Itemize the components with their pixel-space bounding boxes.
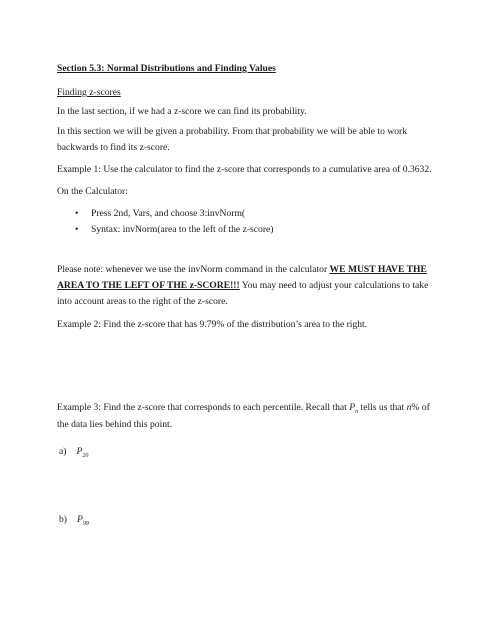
part-b-percentile: P bbox=[77, 514, 83, 525]
paragraph-last-section: In the last section, if we had a z-score we can find its probability. bbox=[57, 106, 307, 117]
part-a-subscript: 20 bbox=[82, 453, 89, 459]
example-2: Example 2: Find the z-score that has 9.79% of the distribution’s area to the right. bbox=[57, 319, 368, 330]
bullet-marker: • bbox=[75, 224, 79, 235]
part-a bbox=[59, 445, 88, 460]
example-3-start: Example 3: Find the z-score that corresponds to each percentile. Recall that bbox=[57, 402, 350, 413]
note-line-2 bbox=[57, 279, 428, 292]
bullet-item: Syntax: invNorm(area to the left of the z-score) bbox=[91, 224, 274, 235]
bullet-item: Press 2nd, Vars, and choose 3:invNorm( bbox=[91, 208, 246, 219]
part-b-subscript: 99 bbox=[82, 521, 89, 527]
note-line-3: into account areas to the right of the z-score. bbox=[57, 296, 228, 307]
example-3-end: % of bbox=[411, 402, 430, 413]
note-rest: You may need to adjust your calculations to take bbox=[239, 280, 429, 291]
percentile-subscript: n bbox=[355, 409, 359, 415]
bullet-marker: • bbox=[75, 208, 79, 219]
paragraph-this-section-line1: In this section we will be given a probability. From that probability we will be able to work bbox=[57, 126, 408, 137]
paragraph-this-section-line2: backwards to find its z-score. bbox=[57, 142, 170, 153]
note-emphasis-1: WE MUST HAVE THE bbox=[329, 264, 427, 275]
example-3-line2: the data lies behind this point. bbox=[57, 419, 173, 430]
percentile-symbol: P bbox=[349, 402, 356, 413]
part-a-percentile: P bbox=[76, 446, 83, 457]
example-3-line1 bbox=[57, 401, 430, 416]
note-emphasis-2: AREA TO THE LEFT OF THE z-SCORE!!! bbox=[57, 280, 240, 291]
note-line-1 bbox=[57, 263, 427, 276]
calculator-heading: On the Calculator: bbox=[57, 186, 128, 197]
part-a-label: a) bbox=[59, 446, 67, 457]
example-3-middle: tells us that bbox=[358, 402, 407, 413]
section-title: Section 5.3: Normal Distributions and Finding Values bbox=[57, 63, 276, 74]
part-b-label: b) bbox=[59, 514, 67, 525]
example-1: Example 1: Use the calculator to find the z-score that corresponds to a cumulative area of 0.3632. bbox=[57, 164, 432, 175]
n-variable: n bbox=[406, 402, 412, 413]
part-b bbox=[59, 513, 89, 528]
subheading-finding-z-scores: Finding z-scores bbox=[57, 87, 121, 98]
note-start: Please note: whenever we use the invNorm command in the calculator bbox=[57, 264, 330, 275]
